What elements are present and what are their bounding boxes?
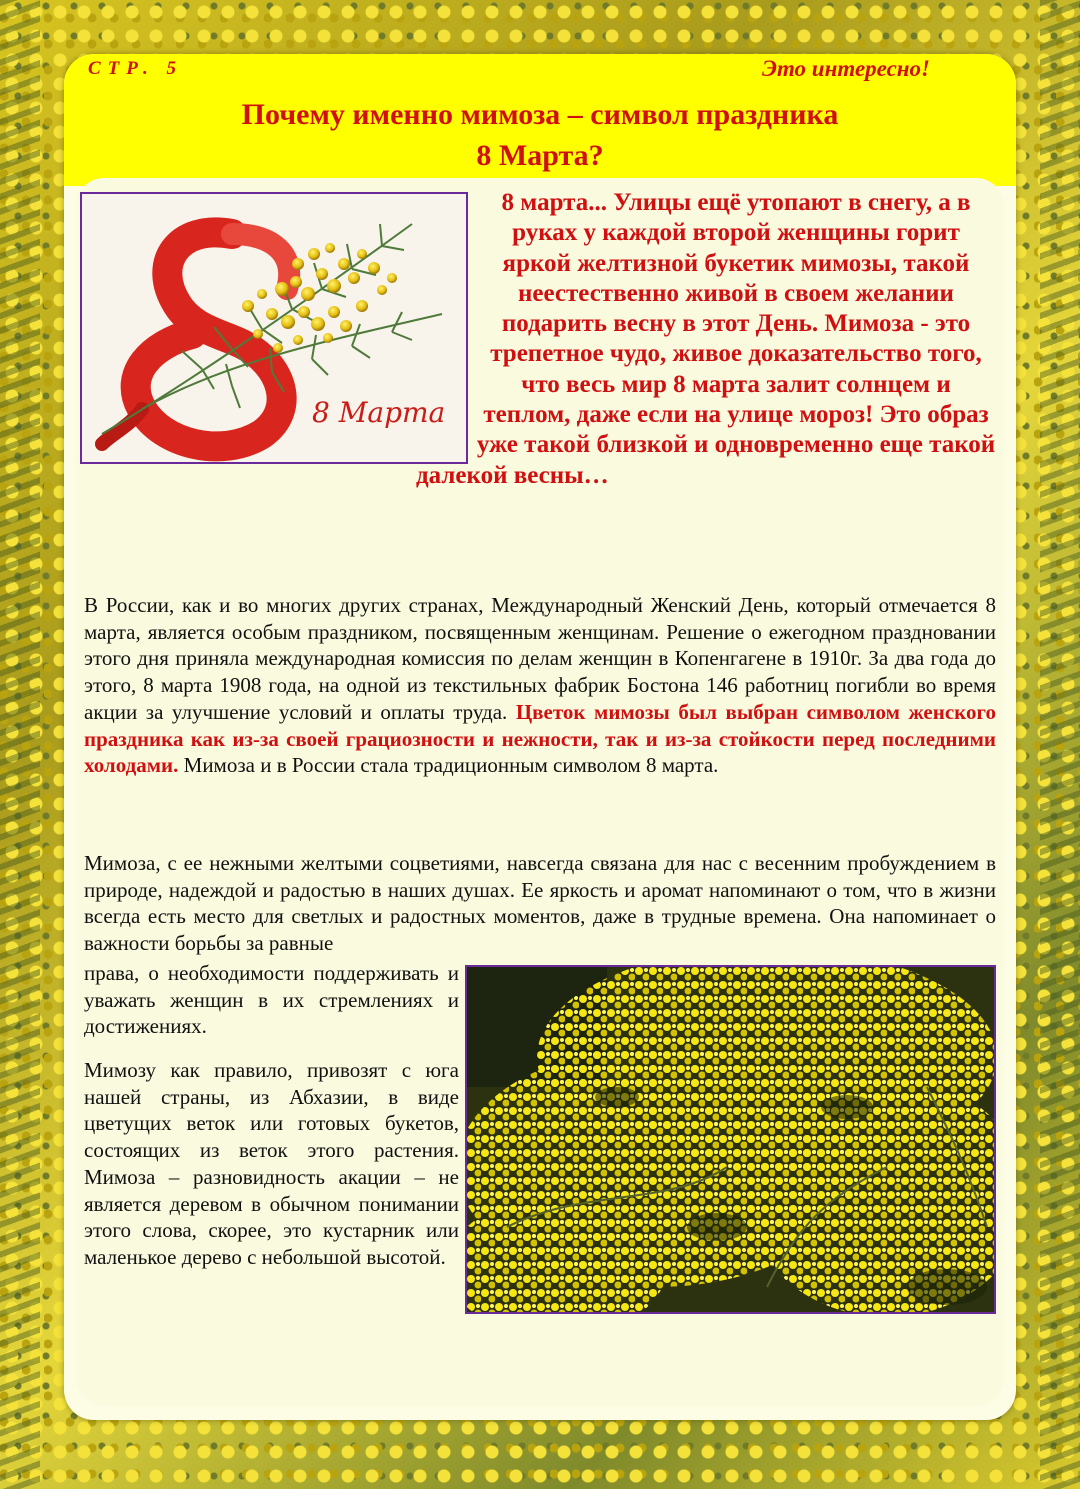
article-paragraph-2: Мимоза, с ее нежными желтыми соцветиями, навсегда связана для нас с весенним пробуждением в природе, надеждой и радостью в наших душах. Ее яркость и аромат напоминают о том, что в жизни всегда есть место для светлых и радостных моментов, даже в трудные времена. Она напоминает о важности борьбы за равные [84,851,996,956]
mimosa-photo [465,965,996,1314]
lead-paragraph [416,188,996,491]
postcard-caption: 8 Марта [312,396,446,429]
border-left [0,0,40,1489]
border-right [1040,0,1080,1489]
article-paragraph-1 [84,592,996,779]
article-p1-highlight: Цветок мимозы был выбран символом женского праздника как из-за своей грациозности и нежности, так и из-за стойкости перед последними холодами. [84,699,996,778]
rubric-label: Это интересно! [762,56,930,81]
mimosa-bush-art [467,967,994,1312]
headline-line-1: Почему именно мимоза – символ праздника [241,98,839,131]
page-number: СТР. 5 [88,58,183,79]
lead-text: 8 марта... Улицы ещё утопают в снегу, а в руках у каждой второй женщины горит яркой желтизной букетик мимозы, такой неестественно живой в своем желании подарить весну в этот День. Мимоза - это трепетное чудо, живое доказательство того, что весь мир 8 марта залит солнцем и теплом, даже если на улице мороз! Это образ уже такой близкой и одновременно еще такой [476,189,996,459]
postcard-art [82,194,466,462]
article-p1-text: В России, как и во многих других странах, Международный Женский День, который отмечается 8 марта, является особым праздником, посвященным женщинам. Решение о ежегодном праздновании этого дня приняла международная комиссия по делам женщин в Копенгагене в 1910г. За два года до этого, 8 марта 1908 года, на одной из текстильных фабрик Бостона 146 работниц погибли во время акции за улучшение условий и оплаты труда. [84,593,996,724]
lead-tail: далекой весны… [416,461,609,489]
article-paragraph-2-continued: права, о необходимости поддерживать и уважать женщин в их стремлениях и достижениях. [84,961,459,1039]
headline [64,94,1016,176]
headline-line-2: 8 Марта? [476,139,604,172]
newsletter-page [64,54,1016,1420]
postcard-illustration [80,192,468,464]
article-paragraph-3: Мимозу как правило, привозят с юга нашей страны, из Абхазии, в виде цветущих веток или готовых букетов, состоящих из веток этого растения. Мимоза – разновидность акации – не является деревом в обычном понимании этого слова, скорее, это кустарник или маленькое дерево с небольшой высотой. [84,1058,459,1269]
article-p1-end: Мимоза и в России стала традиционным символом 8 марта. [178,753,719,778]
